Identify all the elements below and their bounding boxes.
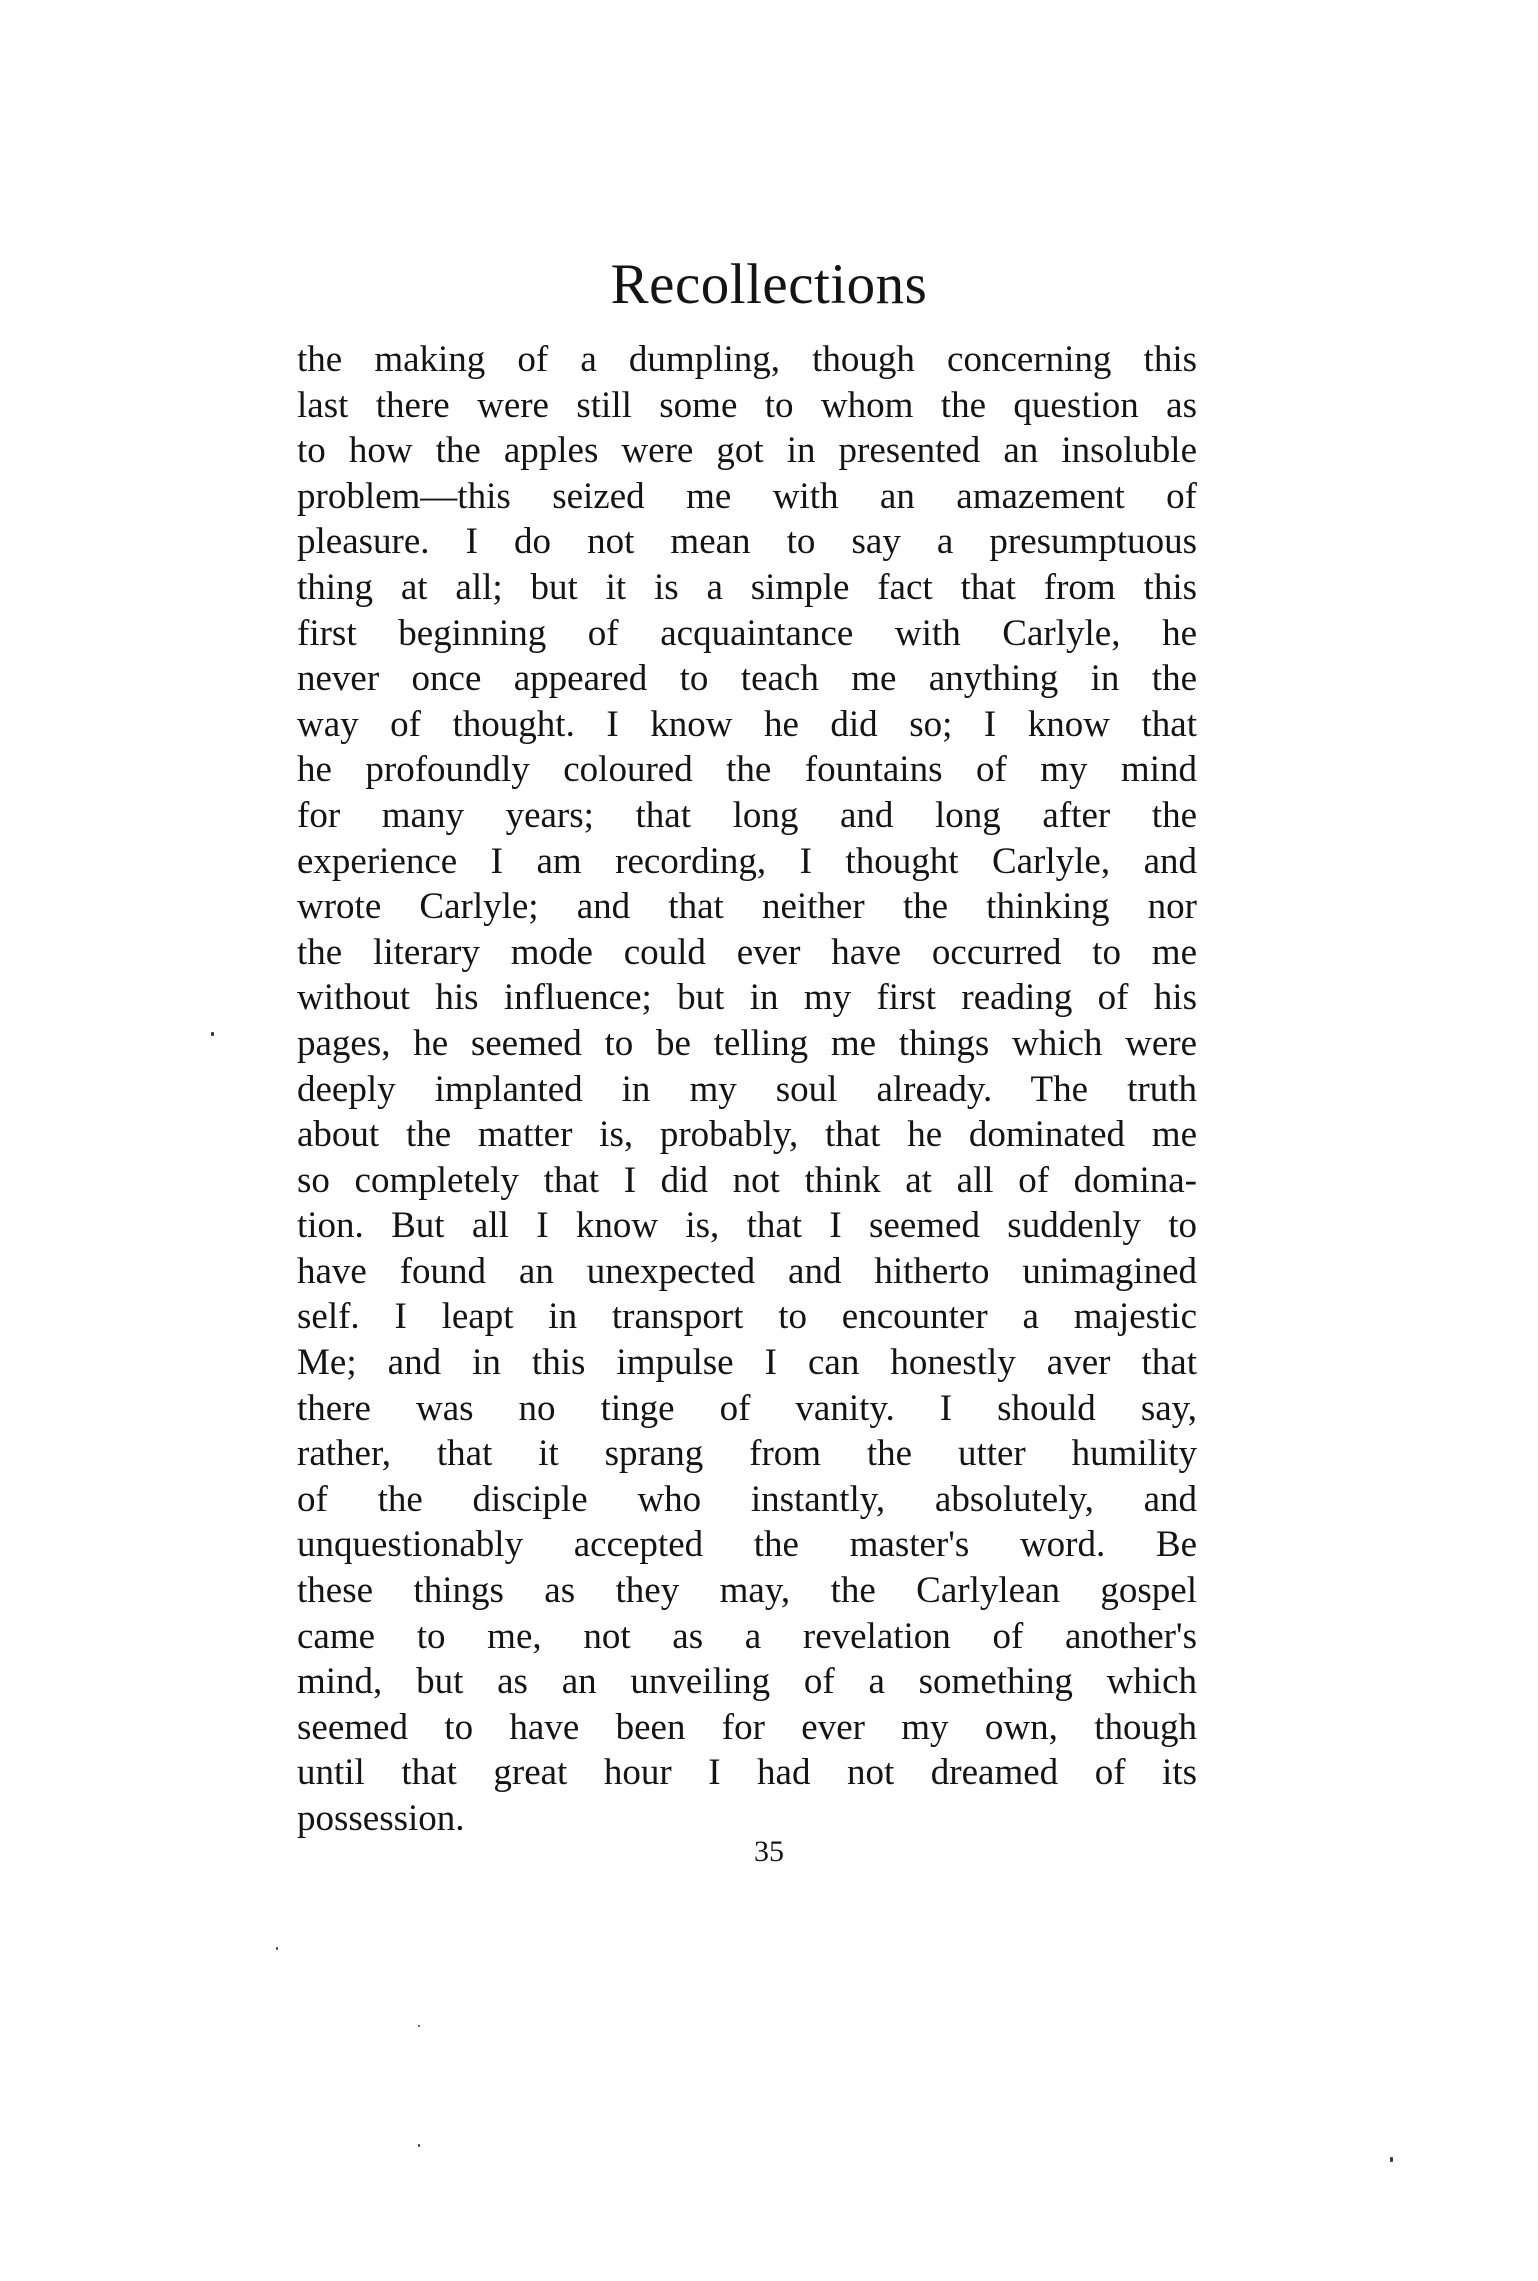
text-line: problem—this seized me with an amazement of [297, 475, 1197, 517]
scan-speck [418, 2144, 420, 2147]
scan-speck [211, 1032, 214, 1036]
text-line: there was no tinge of vanity. I should say, [297, 1387, 1197, 1429]
text-line: Me; and in this impulse I can honestly aver that [297, 1342, 1197, 1384]
text-line: he profoundly coloured the fountains of my mind [297, 749, 1197, 791]
text-line: have found an unexpected and hitherto unimagined [297, 1250, 1197, 1292]
text-line: experience I am recording, I thought Carlyle, and [297, 840, 1197, 882]
scan-speck [1390, 2157, 1393, 2162]
text-line: never once appeared to teach me anything in the [297, 658, 1197, 700]
text-line: rather, that it sprang from the utter humility [297, 1433, 1197, 1475]
text-line: last there were still some to whom the question as [297, 384, 1197, 426]
text-line: about the matter is, probably, that he dominated me [297, 1114, 1197, 1156]
scan-speck [418, 2025, 420, 2027]
text-line: first beginning of acquaintance with Carlyle, he [297, 612, 1197, 654]
text-line: for many years; that long and long after the [297, 794, 1197, 836]
text-line: to how the apples were got in presented an insoluble [297, 430, 1197, 472]
text-line: without his influence; but in my first reading of his [297, 977, 1197, 1019]
text-line: the literary mode could ever have occurred to me [297, 931, 1197, 973]
scan-speck [276, 1947, 278, 1950]
text-line: the making of a dumpling, though concerning this [297, 339, 1197, 380]
text-line: mind, but as an unveiling of a something which [297, 1661, 1197, 1703]
body-text [297, 337, 1197, 1842]
text-line: until that great hour I had not dreamed of its [297, 1752, 1197, 1794]
text-line: pages, he seemed to be telling me things which were [297, 1022, 1197, 1064]
text-line: deeply implanted in my soul already. The truth [297, 1068, 1197, 1110]
text-line: unquestionably accepted the master's word. Be [297, 1524, 1197, 1566]
text-line: self. I leapt in transport to encounter a majestic [297, 1296, 1197, 1338]
text-line: tion. But all I know is, that I seemed suddenly to [297, 1205, 1197, 1247]
text-line: so completely that I did not think at all of domina- [297, 1159, 1197, 1201]
page-number: 35 [754, 1835, 784, 1868]
text-line: seemed to have been for ever my own, though [297, 1706, 1197, 1748]
text-line: possession. [297, 1798, 465, 1839]
running-head: Recollections [610, 253, 928, 316]
text-line: of the disciple who instantly, absolutely, and [297, 1478, 1197, 1520]
text-line: wrote Carlyle; and that neither the thinking nor [297, 886, 1197, 928]
text-line: pleasure. I do not mean to say a presumptuous [297, 521, 1197, 563]
text-line: came to me, not as a revelation of another's [297, 1615, 1197, 1657]
text-line: way of thought. I know he did so; I know that [297, 703, 1197, 745]
text-line: these things as they may, the Carlylean gospel [297, 1570, 1197, 1612]
text-line: thing at all; but it is a simple fact that from this [297, 566, 1197, 608]
